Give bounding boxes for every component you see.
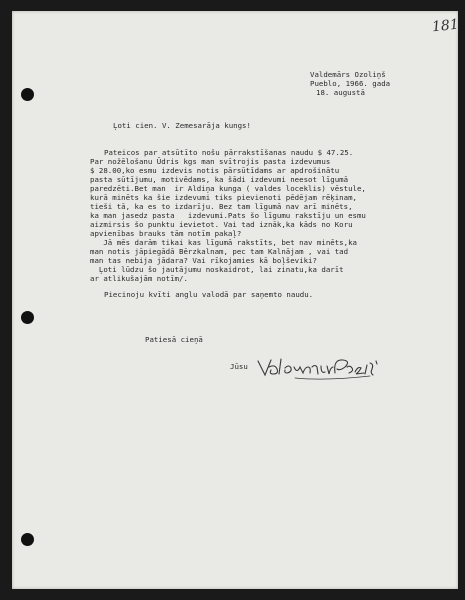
body-line: tieši tā, ka es to izdarīju. Bez tam līgumā nav arī minēts,: [90, 202, 353, 211]
document-page: [12, 11, 458, 589]
punch-hole: [21, 533, 34, 546]
body-line: man notis jāpiegādā Bērzkalnam, pec tam Kalnājam , vai tad: [90, 247, 349, 256]
sender-name: Valdemārs Ozoliņš: [310, 70, 386, 79]
body-line: ka man jasedz pasta izdevumi.Pats šo līgumu rakstīju un esmu: [90, 211, 366, 220]
body-line: aizmirsis šo punktu ievietot. Vai tad iznāk,ka kāds no Koru: [90, 220, 353, 229]
enclosure-note: Piecinoju kvīti anglu valodā par saņemto naudu.: [104, 290, 314, 299]
signoff: Jūsu: [230, 362, 248, 371]
body-line: paredzēti.Bet man ir Aldiņa kunga ( valdes loceklis) vēstule,: [90, 184, 366, 193]
sender-day: 18. augustā: [316, 88, 365, 97]
body-line: apvienības brauks tām notīm pakaļ?: [90, 229, 242, 238]
sender-place-date: Pueblo, 1966. gada: [310, 79, 391, 88]
body-line: Ļoti lūdzu šo jautājumu noskaidrot, lai zinatu,ka darīt: [90, 265, 344, 274]
closing: Patiesā cieņā: [145, 335, 203, 344]
page-number: 181: [431, 16, 460, 36]
body-line: Jā mēs darām tikai kas līgumā rakstīts, bet nav minēts,ka: [90, 238, 357, 247]
body-line: $ 28.00,ko esmu izdevis notis pārsūtīdams ar apdrošinātu: [90, 166, 340, 175]
body-line: Par nožēlošanu Ūdris kgs man svītrojis pasta izdevumus: [90, 157, 331, 166]
handwritten-signature: [255, 355, 385, 383]
punch-hole: [21, 88, 34, 101]
punch-hole: [21, 311, 34, 324]
body-line: kurā minēts ka šie izdevumi tiks pievienoti pēdējam rēķinam,: [90, 193, 357, 202]
body-line: man tas nebija jādara? Vai rīkojamies kā boļševiki?: [90, 256, 317, 265]
body-line: Pateicos par atsūtīto nošu pārrakstīšanas naudu $ 47.25.: [104, 148, 354, 157]
body-line: pasta sūtījumu, motivēdams, ka šādi izdevumi neesot līgumā: [90, 175, 349, 184]
salutation: Ļoti cien. V. Zemesarāja kungs!: [113, 121, 251, 130]
body-line: ar atlikušajām notīm/.: [90, 274, 188, 283]
